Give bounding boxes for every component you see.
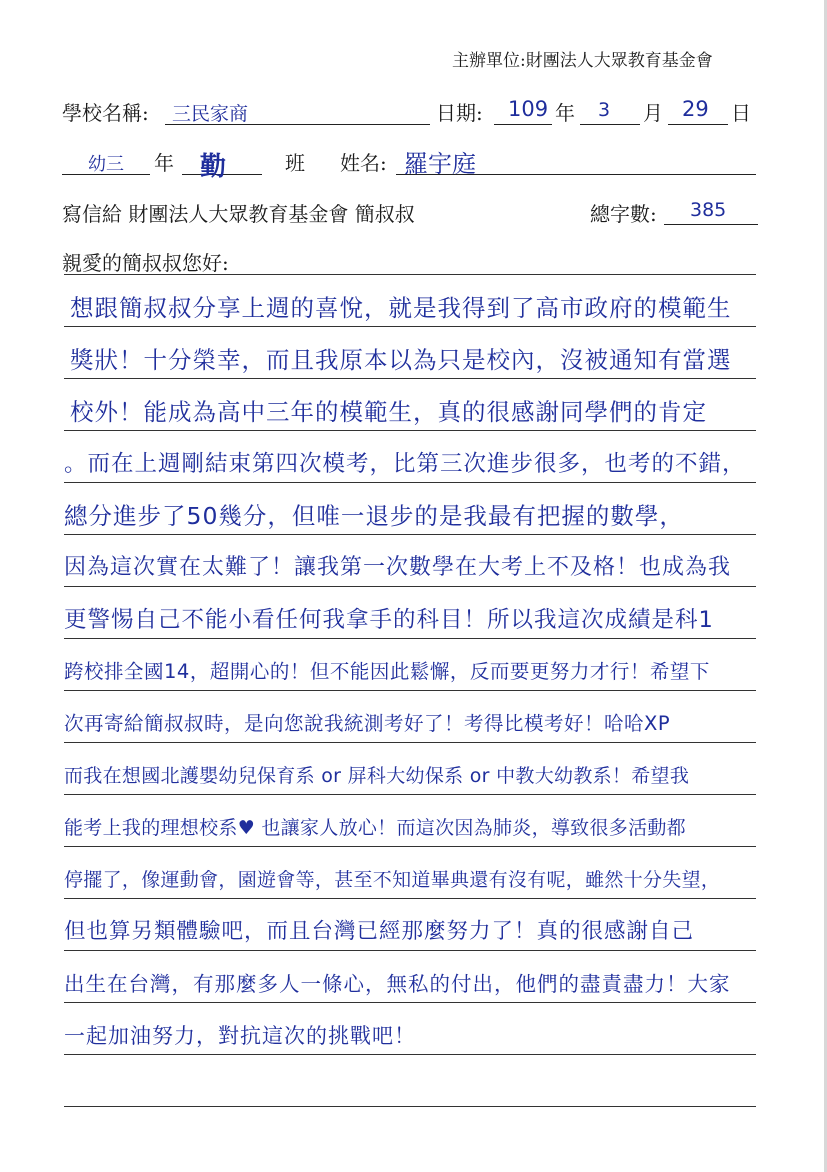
- letter-line: 而我在想國北護嬰幼兒保育系 or 屏科大幼保系 or 中教大幼教系！希望我: [64, 765, 690, 787]
- ruled-line: [64, 378, 756, 379]
- ruled-line: [64, 638, 756, 639]
- recipient-line: 寫信給 財團法人大眾教育基金會 簡叔叔: [62, 202, 415, 226]
- ruled-line: [64, 482, 756, 483]
- ruled-line: [64, 326, 756, 327]
- ruled-line: [64, 534, 756, 535]
- letter-line: 獎狀！十分榮幸，而且我原本以為只是校內，沒被通知有當選: [70, 346, 732, 374]
- year-underline: [494, 124, 552, 125]
- school-label: 學校名稱:: [62, 101, 149, 125]
- grade-label: 年: [154, 151, 174, 175]
- letter-line: 但也算另類體驗吧，而且台灣已經那麼努力了！真的很感謝自己: [64, 919, 695, 944]
- letter-line: 校外！能成為高中三年的模範生，真的很感謝同學們的肯定: [70, 398, 707, 426]
- class-label: 班: [285, 151, 305, 175]
- year-value: 109: [508, 97, 549, 121]
- date-label: 日期:: [436, 101, 483, 125]
- ruled-line: [64, 1002, 756, 1003]
- grade-value: 幼三: [88, 154, 124, 175]
- letter-line: 總分進步了50幾分，但唯一退步的是我最有把握的數學，: [64, 502, 684, 530]
- class-value: 勤: [200, 152, 227, 182]
- organizer-header: 主辦單位:財團法人大眾教育基金會: [452, 51, 713, 71]
- month-label: 月: [643, 101, 663, 125]
- ruled-line: [64, 690, 756, 691]
- letter-line: 一起加油努力，對抗這次的挑戰吧！: [64, 1024, 416, 1048]
- day-label: 日: [731, 101, 751, 125]
- ruled-line: [64, 1054, 756, 1055]
- year-label: 年: [555, 101, 575, 125]
- wordcount-label: 總字數:: [590, 202, 657, 226]
- letter-line: 能考上我的理想校系♥ 也讓家人放心！而這次因為肺炎，導致很多活動都: [64, 817, 686, 839]
- wordcount-underline: [664, 224, 758, 225]
- name-label: 姓名:: [340, 151, 387, 175]
- ruled-line: [64, 950, 756, 951]
- letter-line: 出生在台灣，有那麼多人一條心，無私的付出，他們的盡責盡力！大家: [64, 972, 731, 996]
- wordcount-value: 385: [690, 199, 727, 221]
- letter-line: 。而在上週剛結束第四次模考，比第三次進步很多，也考的不錯，: [64, 451, 746, 477]
- day-underline: [668, 124, 728, 125]
- month-underline: [580, 124, 640, 125]
- ruled-line: [64, 274, 756, 275]
- day-value: 29: [682, 97, 709, 121]
- letter-line: 更警惕自己不能小看任何我拿手的科目！所以我這次成績是科1: [64, 607, 714, 633]
- ruled-line: [64, 742, 756, 743]
- ruled-line: [64, 430, 756, 431]
- ruled-line: [64, 586, 756, 587]
- letter-line: 跨校排全國14，超開心的！但不能因此鬆懈，反而要更努力才行！希望下: [64, 660, 710, 683]
- name-value: 羅宇庭: [404, 150, 476, 178]
- ruled-line: [64, 898, 756, 899]
- letter-line: 停擺了，像運動會，園遊會等，甚至不知道畢典還有沒有呢，雖然十分失望，: [64, 869, 721, 891]
- letter-line: 想跟簡叔叔分享上週的喜悅，就是我得到了高市政府的模範生: [70, 294, 732, 322]
- greeting: 親愛的簡叔叔您好:: [62, 251, 229, 275]
- letter-line: 因為這次實在太難了！讓我第一次數學在大考上不及格！也成為我: [64, 555, 732, 580]
- school-value: 三民家商: [172, 103, 249, 125]
- month-value: 3: [598, 99, 611, 121]
- ruled-line: [64, 1106, 756, 1107]
- ruled-line: [64, 846, 756, 847]
- letter-line: 次再寄給簡叔叔時，是向您說我統測考好了！考得比模考好！哈哈XP: [64, 712, 671, 735]
- ruled-line: [64, 794, 756, 795]
